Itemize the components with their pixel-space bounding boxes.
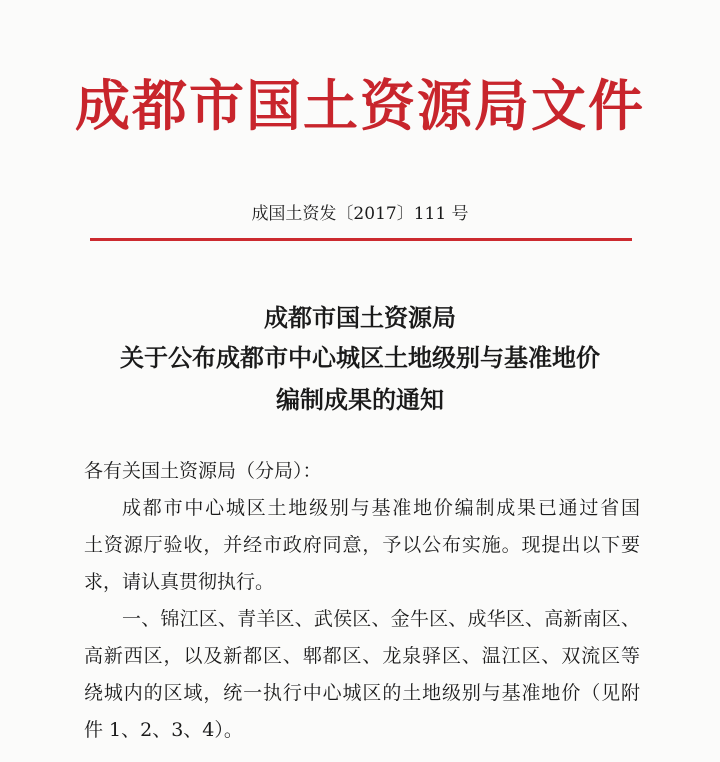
salutation: 各有关国土资源局（分局）：	[84, 460, 322, 482]
title-line-1: 成都市国土资源局	[264, 304, 456, 332]
body-line-1: 成都市中心城区土地级别与基准地价编制成果已通过省国	[122, 497, 640, 519]
body-line-6: 绕城内的区域，统一执行中心城区的土地级别与基准地价（见附	[84, 682, 640, 704]
title-line-3: 编制成果的通知	[276, 386, 444, 414]
body-line-7: 件 1、2、3、4）。	[84, 719, 243, 741]
document-number: 成国土资发〔2017〕111 号	[251, 204, 469, 224]
body-line-4: 一、锦江区、青羊区、武侯区、金牛区、成华区、高新南区、	[122, 608, 640, 630]
body-line-3: 求，请认真贯彻执行。	[84, 571, 275, 593]
document-masthead: 成都市国土资源局文件	[74, 73, 645, 138]
title-line-2: 关于公布成都市中心城区土地级别与基准地价	[120, 344, 600, 372]
body-line-2: 土资源厅验收，并经市政府同意，予以公布实施。现提出以下要	[84, 534, 640, 556]
red-divider-rule	[90, 238, 632, 241]
body-line-5: 高新西区，以及新都区、郫都区、龙泉驿区、温江区、双流区等	[84, 645, 640, 667]
